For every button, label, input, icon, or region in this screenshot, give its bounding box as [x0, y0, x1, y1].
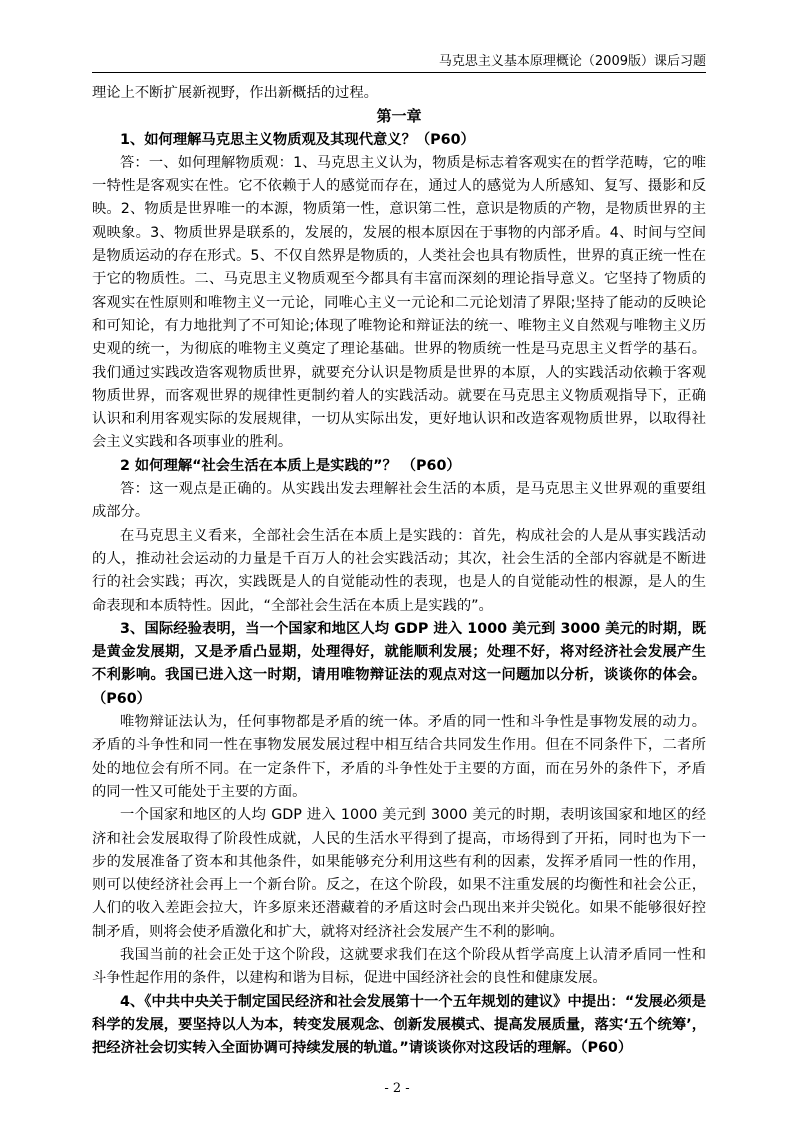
document-body — [92, 82, 706, 1073]
question-4: 4、《中共中央关于制定国民经济和社会发展第十一个五年规划的建议》中提出：“发展必须是科学的发展，要坚持以人为本，转变发展观念、创新发展模式、提高发展质量，落实‘五个统筹’，把经济社会切实转入全面协调可持续发展的轨道。”请谈谈你对这段话的理解。（P60） — [92, 993, 706, 1057]
answer-3-part-2: 一个国家和地区的人均 GDP 进入 1000 美元到 3000 美元的时期，表明该国家和地区的经济和社会发展取得了阶段性成就，人民的生活水平得到了提高，市场得到了开拓，同时也为下一步的发展准备了资本和其他条件，如果能够充分利用这些有利的因素，发挥矛盾同一性的作用，则可以使经济社会再上一个新台阶。反之，在这个阶段，如果不注重发展的均衡性和社会公正，人们的收入差距会拉大，许多原来还潜藏着的矛盾这时会凸现出来并尖锐化。如果不能够很好控制矛盾，则将会使矛盾激化和扩大，就将对经济社会发展产生不利的影响。 — [92, 807, 706, 940]
page-header — [92, 44, 706, 73]
chapter-heading: 第一章 — [376, 107, 422, 126]
page-number: - 2 - — [384, 1081, 410, 1096]
question-2: 2 如何理解“社会生活在本质上是实践的”？ （P60） — [120, 457, 461, 474]
header-title: 马克思主义基本原理概论（2009版）课后习题 — [438, 54, 706, 69]
answer-3-part-3: 我国当前的社会正处于这个阶段，这就要求我们在这个阶段从哲学高度上认清矛盾同一性和斗争性起作用的条件，以建构和谐为目标，促进中国经济社会的良性和健康发展。 — [92, 946, 706, 987]
question-3: 3、国际经验表明，当一个国家和地区人均 GDP 进入 1000 美元到 3000 美元的时期，既是黄金发展期，又是矛盾凸显期，处理得好，就能顺利发展；处理不好，将对经济社会发展产生不利影响。我国已进入这一时期，请用唯物辩证法的观点对这一问题加以分析，谈谈你的体会。（P60） — [92, 620, 706, 707]
answer-3-part-1: 唯物辩证法认为，任何事物都是矛盾的统一体。矛盾的同一性和斗争性是事物发展的动力。矛盾的斗争性和同一性在事物发展发展过程中相互结合共同发生作用。但在不同条件下，二者所处的地位会有所不同。在一定条件下，矛盾的斗争性处于主要的方面，而在另外的条件下，矛盾的同一性又可能处于主要的方面。 — [92, 714, 706, 800]
answer-2-part-1: 答：这一观点是正确的。从实践出发去理解社会生活的本质，是马克思主义世界观的重要组成部分。 — [92, 481, 706, 521]
answer-2-part-2: 在马克思主义看来，全部社会生活在本质上是实践的：首先，构成社会的人是从事实践活动的人，推动社会运动的力量是千百万人的社会实践活动；其次，社会生活的全部内容就是不断进行的社会实践；再次，实践既是人的自觉能动性的表现，也是人的自觉能动性的根源，是人的生命表现和本质特性。因此，“全部社会生活在本质上是实践的”。 — [92, 527, 706, 614]
paragraph-continuation: 理论上不断扩展新视野，作出新概括的过程。 — [92, 85, 378, 101]
question-1: 1、如何理解马克思主义物质观及其现代意义？（P60） — [120, 131, 475, 148]
answer-1: 答：一、如何理解物质观：1、马克思主义认为，物质是标志着客观实在的哲学范畴，它的唯一特性是客观实在性。它不依赖于人的感觉而存在，通过人的感觉为人所感知、复写、摄影和反映。2、物质是世界唯一的本源，物质第一性，意识第二性，意识是物质的产物，是物质世界的主观映象。3、物质世界是联系的，发展的，发展的根本原因在于事物的内部矛盾。4、时间与空间是物质运动的存在形式。5、不仅自然界是物质的，人类社会也具有物质性，世界的真正统一性在于它的物质性。二、马克思主义物质观至今都具有丰富而深刻的理论指导意义。它坚持了物质的客观实在性原则和唯物主义一元论，同唯心主义一元论和二元论划清了界限;坚持了能动的反映论和可知论，有力地批判了不可知论;体现了唯物论和辩证法的统一、唯物主义自然观与唯物主义历史观的统一，为彻底的唯物主义奠定了理论基础。世界的物质统一性是马克思主义哲学的基石。我们通过实践改造客观物质世界，就要充分认识是物质是世界的本原，人的实践活动依赖于客观物质世界，而客观世界的规律性更制约着人的实践活动。就要在马克思主义物质观指导下，正确认识和利用客观实际的发展规律，一切从实际出发，更好地认识和改造客观物质世界，以取得社会主义实践和各项事业的胜利。 — [92, 154, 706, 451]
